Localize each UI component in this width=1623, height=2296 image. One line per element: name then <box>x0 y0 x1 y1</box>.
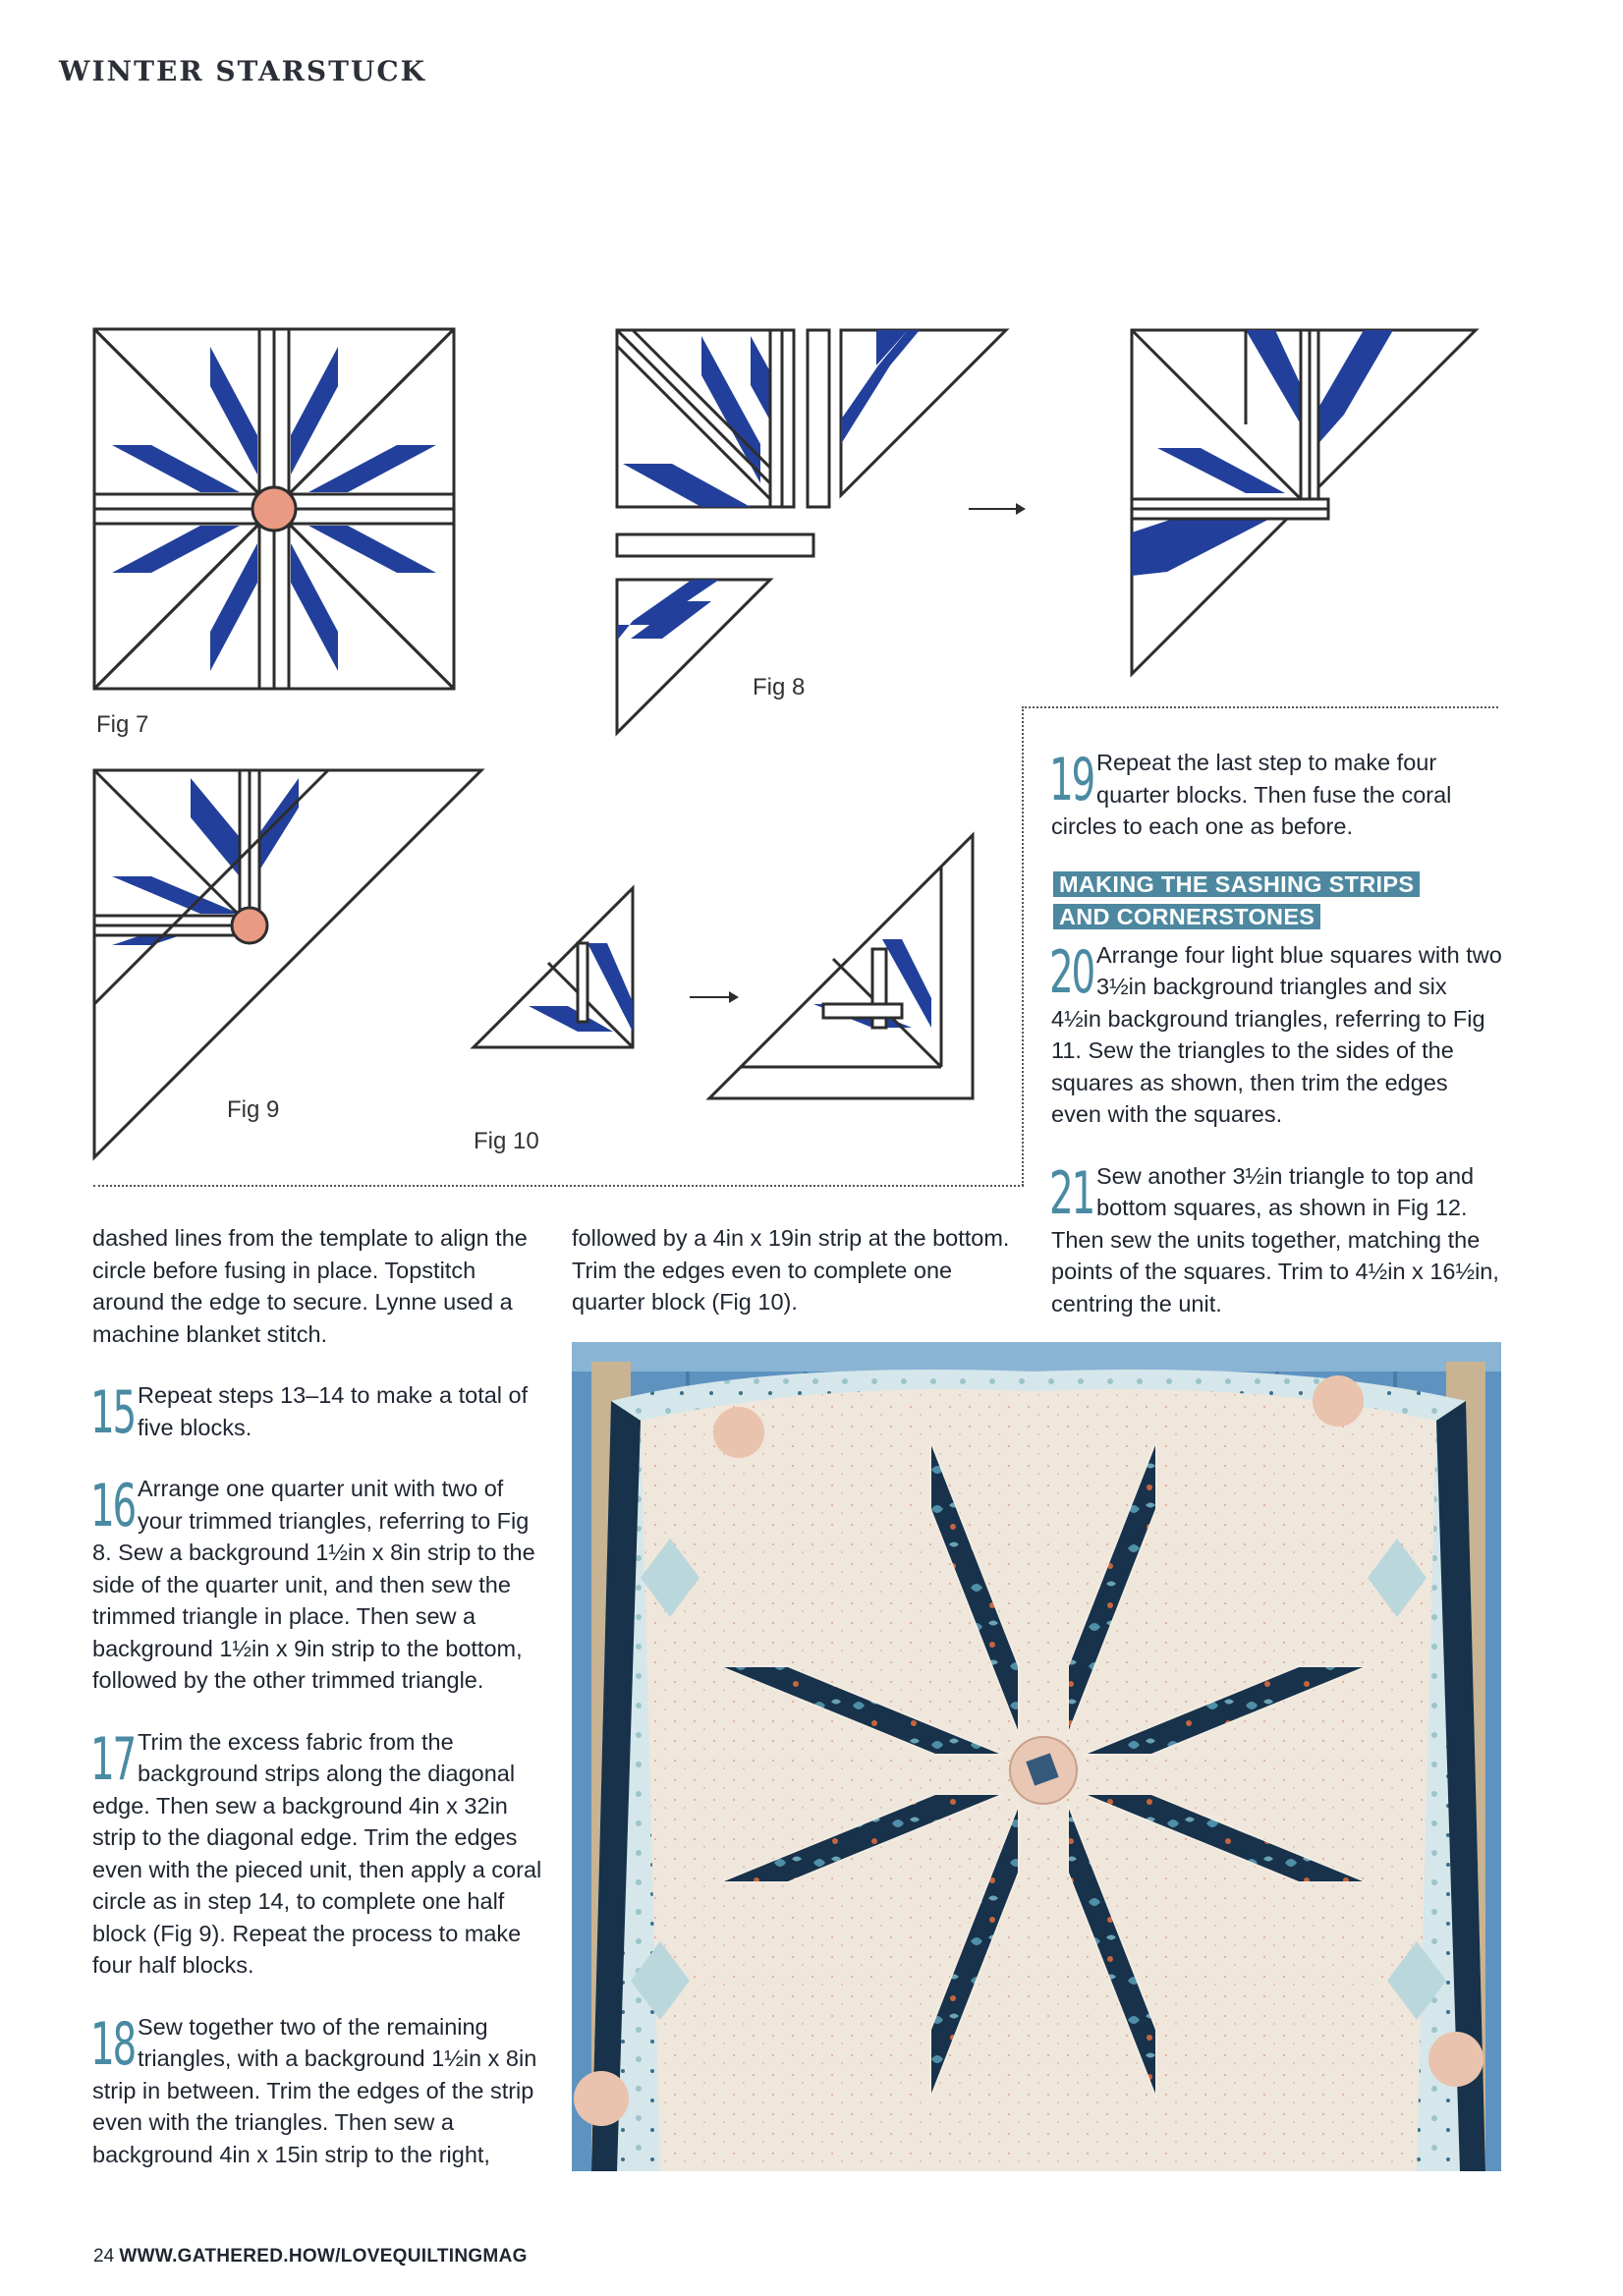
step-16 <box>92 1473 544 1697</box>
column-2 <box>572 1222 1024 1318</box>
page-number: 24 <box>93 2246 115 2267</box>
page-header-title: WINTER STARSTUCK <box>59 55 426 87</box>
fig7-diagram <box>92 327 456 691</box>
step-15 <box>90 1378 544 1447</box>
step-text: Repeat steps 13–14 to make a total of five blocks. <box>138 1382 529 1440</box>
fig10-result-diagram <box>705 831 980 1106</box>
step-number: 19 <box>1049 746 1094 814</box>
fig8-diagram <box>613 326 1026 739</box>
footer-url[interactable]: WWW.GATHERED.HOW/LOVEQUILTINGMAG <box>119 2246 528 2267</box>
instructions-box-left-border <box>1022 706 1024 1186</box>
step-text: Arrange four light blue squares with two 3½in background triangles and six 4½in background triangles, referring to Fig 11. Sew the triangles to the sides of the squares as shown, then trim the edges even with the squares. <box>1051 941 1502 1127</box>
col2-intro: followed by a 4in x 19in strip at the bottom. Trim the edges even to complete one quarter block (Fig 10). <box>572 1225 1010 1315</box>
fig10-label: Fig 10 <box>474 1128 539 1154</box>
column-1 <box>92 1222 544 2200</box>
section-heading-line2: AND CORNERSTONES <box>1053 904 1320 929</box>
fig7-label: Fig 7 <box>96 711 149 738</box>
step-17 <box>92 1726 544 1982</box>
step-text: Arrange one quarter unit with two of your trimmed triangles, referring to Fig 8. Sew a background 1½in x 8in strip to the side of the quarter unit, and then sew the trimmed triangle in place. Then sew a background 1½in x 9in strip to the bottom, followed by the other trimmed triangle. <box>92 1476 535 1693</box>
step-21 <box>1051 1160 1503 1320</box>
step-text: Sew together two of the remaining triangles, with a background 1½in x 8in strip in between. Trim the edges of the strip even with the triangles. Then sew a background 4in x 15in strip to the right, <box>92 2013 537 2167</box>
fig10-diagram <box>470 884 637 1051</box>
instructions-box-top-border <box>1022 706 1498 708</box>
figures-bottom-border <box>93 1185 1024 1187</box>
section-heading <box>1053 868 1503 933</box>
col1-intro: dashed lines from the template to align the circle before fusing in place. Topstitch around the edge to secure. Lynne used a machine blanket stitch. <box>92 1225 528 1347</box>
fig9-label: Fig 9 <box>227 1096 280 1123</box>
step-number: 15 <box>90 1378 136 1447</box>
step-number: 20 <box>1049 937 1094 1007</box>
step-text: Repeat the last step to make four quarter blocks. Then fuse the coral circles to each one as before. <box>1051 750 1452 839</box>
step-number: 16 <box>90 1472 136 1540</box>
fig8-label: Fig 8 <box>753 674 806 700</box>
step-number: 18 <box>90 2009 136 2079</box>
step-18 <box>92 2011 544 2171</box>
step-text: Trim the excess fabric from the background strips along the diagonal edge. Then sew a background 4in x 32in strip to the diagonal edge. Trim the edges even with the pieced unit, then apply a coral circle as in step 14, to complete one half block (Fig 9). Repeat the process to make four half blocks. <box>92 1728 542 1978</box>
step-number: 17 <box>90 1724 136 1794</box>
fig9-diagram <box>92 768 485 1161</box>
step-20 <box>1051 939 1503 1131</box>
step-number: 21 <box>1049 1158 1094 1228</box>
step-text: Sew another 3½in triangle to top and bottom squares, as shown in Fig 12. Then sew the units together, matching the points of the squares. Trim to 4½in x 16½in, centring the unit. <box>1051 1162 1499 1316</box>
fig8-result-diagram <box>1128 326 1482 680</box>
quilt-photo <box>572 1342 1501 2171</box>
step-19 <box>1051 747 1503 843</box>
page-footer <box>93 2246 528 2268</box>
right-column-top <box>1051 747 1503 1349</box>
section-heading-line1: MAKING THE SASHING STRIPS <box>1053 871 1420 897</box>
